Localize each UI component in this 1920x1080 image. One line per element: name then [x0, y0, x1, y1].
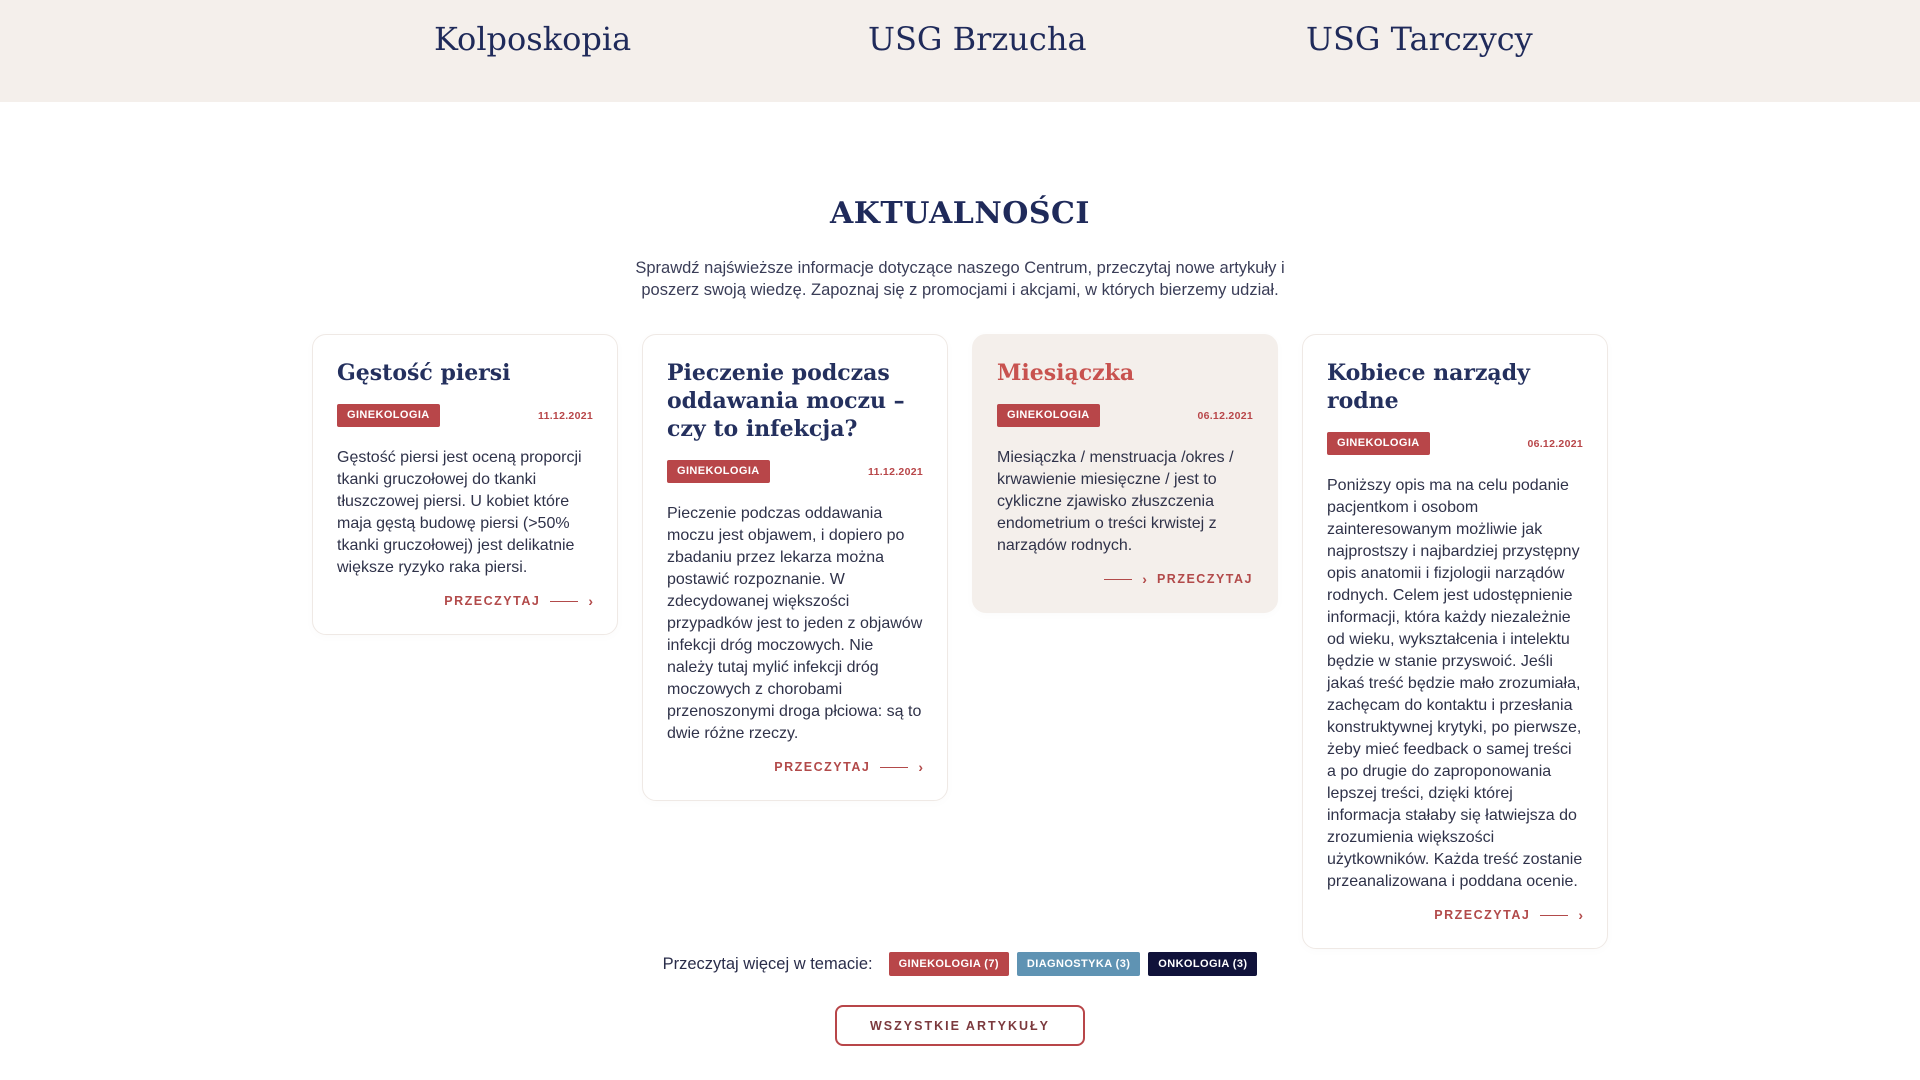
category-tag[interactable]: GINEKOLOGIA	[337, 404, 440, 427]
read-more-link[interactable]	[1327, 908, 1583, 922]
card-excerpt: Miesiączka / menstruacja /okres / krwawienie miesięczne / jest to cykliczne zjawisko złuszczenia endometrium o treści krwistej z narządów rodnych.	[997, 449, 1234, 554]
read-more-link[interactable]	[997, 572, 1253, 586]
card-date: 06.12.2021	[1197, 409, 1253, 422]
chevron-right-icon: ›	[1142, 571, 1147, 587]
card-excerpt: Pieczenie podczas oddawania moczu jest objawem, i dopiero po zbadaniu przez lekarza można postawić rozpoznanie. W zdecydowanej większości przypadków jest to jeden z objawów infekcji dróg moczowych. Nie należy tutaj mylić infekcji dróg moczowych z chorobami przenoszonymi droga płciowa: są to dwie różne rzeczy.	[667, 505, 923, 742]
topics-label: Przeczytaj więcej w temacie:	[662, 954, 873, 973]
chevron-right-icon: ›	[588, 593, 593, 609]
card-excerpt: Gęstość piersi jest oceną proporcji tkanki gruczołowej do tkanki tłuszczowej piersi. U kobiet które maja gęstą budowę piersi (>50% tkanki gruczołowej) jest delikatnie większe ryzyko raka piersi.	[337, 449, 582, 576]
news-section-title: AKTUALNOŚCI	[830, 196, 1090, 231]
card-meta	[337, 404, 593, 427]
read-more-line	[1104, 579, 1132, 580]
chevron-right-icon: ›	[1578, 907, 1583, 923]
card-meta	[667, 460, 923, 483]
services-band	[0, 0, 1920, 102]
news-card[interactable]	[312, 334, 618, 635]
service-link-kolposkopia[interactable]: Kolposkopia	[434, 20, 632, 58]
read-more-line	[550, 601, 578, 602]
read-more-label: PRZECZYTAJ	[1434, 908, 1531, 922]
read-more-label: PRZECZYTAJ	[1156, 572, 1253, 586]
news-card[interactable]	[642, 334, 948, 801]
read-more-label: PRZECZYTAJ	[444, 594, 541, 608]
card-meta	[997, 404, 1253, 427]
category-tag[interactable]: GINEKOLOGIA	[667, 460, 770, 483]
topic-diagnostyka[interactable]: DIAGNOSTYKA (3)	[1017, 952, 1140, 976]
card-title[interactable]: Miesiączka	[997, 360, 1135, 386]
topic-filter-bar	[0, 952, 1920, 976]
read-more-line	[880, 767, 908, 768]
category-tag[interactable]: GINEKOLOGIA	[997, 404, 1100, 427]
category-tag[interactable]: GINEKOLOGIA	[1327, 432, 1430, 455]
service-link-usg-tarczycy[interactable]: USG Tarczycy	[1306, 20, 1533, 58]
card-title[interactable]: Gęstość piersi	[337, 360, 511, 386]
chevron-right-icon: ›	[918, 759, 923, 775]
card-date: 11.12.2021	[868, 465, 923, 478]
read-more-label: PRZECZYTAJ	[774, 760, 871, 774]
topic-ginekologia[interactable]: GINEKOLOGIA (7)	[889, 952, 1009, 976]
card-excerpt: Poniższy opis ma na celu podanie pacjentkom i osobom zainteresowanym możliwie jak najprostszy i najbardziej przystępny opis anatomii i fizjologii narządów rodnych. Celem jest udostępnienie informacji, która każdy niezależnie od wieku, wykształcenia i intelektu będzie w stanie przyswoić. Jeśli jakaś treść będzie mało zrozumiała, zachęcam do kontaktu i przesłania konstruktywnej krytyki, po pierwsze, żeby mieć feedback o samej treści a po drugie do zaproponowania lepszej treści, dzięki której informacja stałaby się łatwiejsza do zrozumienia większości użytkowników. Każda treść zostanie przeanalizowana i poddana ocenie.	[1327, 477, 1583, 890]
card-title[interactable]: Pieczenie podczas oddawania moczu – czy to infekcja?	[667, 360, 905, 442]
all-articles-button[interactable]: WSZYSTKIE ARTYKUŁY	[835, 1005, 1085, 1046]
news-card-highlighted[interactable]	[972, 334, 1278, 613]
read-more-link[interactable]	[667, 760, 923, 774]
news-card[interactable]	[1302, 334, 1608, 949]
card-meta	[1327, 432, 1583, 455]
service-link-usg-brzucha[interactable]: USG Brzucha	[868, 20, 1087, 58]
card-date: 11.12.2021	[538, 409, 593, 422]
news-section-intro: Sprawdź najświeższe informacje dotyczące naszego Centrum, przeczytaj nowe artykuły i poszerz swoją wiedzę. Zapoznaj się z promocjami i akcjami, w których bierzemy udział.	[635, 259, 1285, 299]
card-date: 06.12.2021	[1527, 437, 1583, 450]
card-title[interactable]: Kobiece narządy rodne	[1327, 360, 1530, 414]
read-more-line	[1540, 915, 1568, 916]
topic-onkologia[interactable]: ONKOLOGIA (3)	[1148, 952, 1257, 976]
read-more-link[interactable]	[337, 594, 593, 608]
